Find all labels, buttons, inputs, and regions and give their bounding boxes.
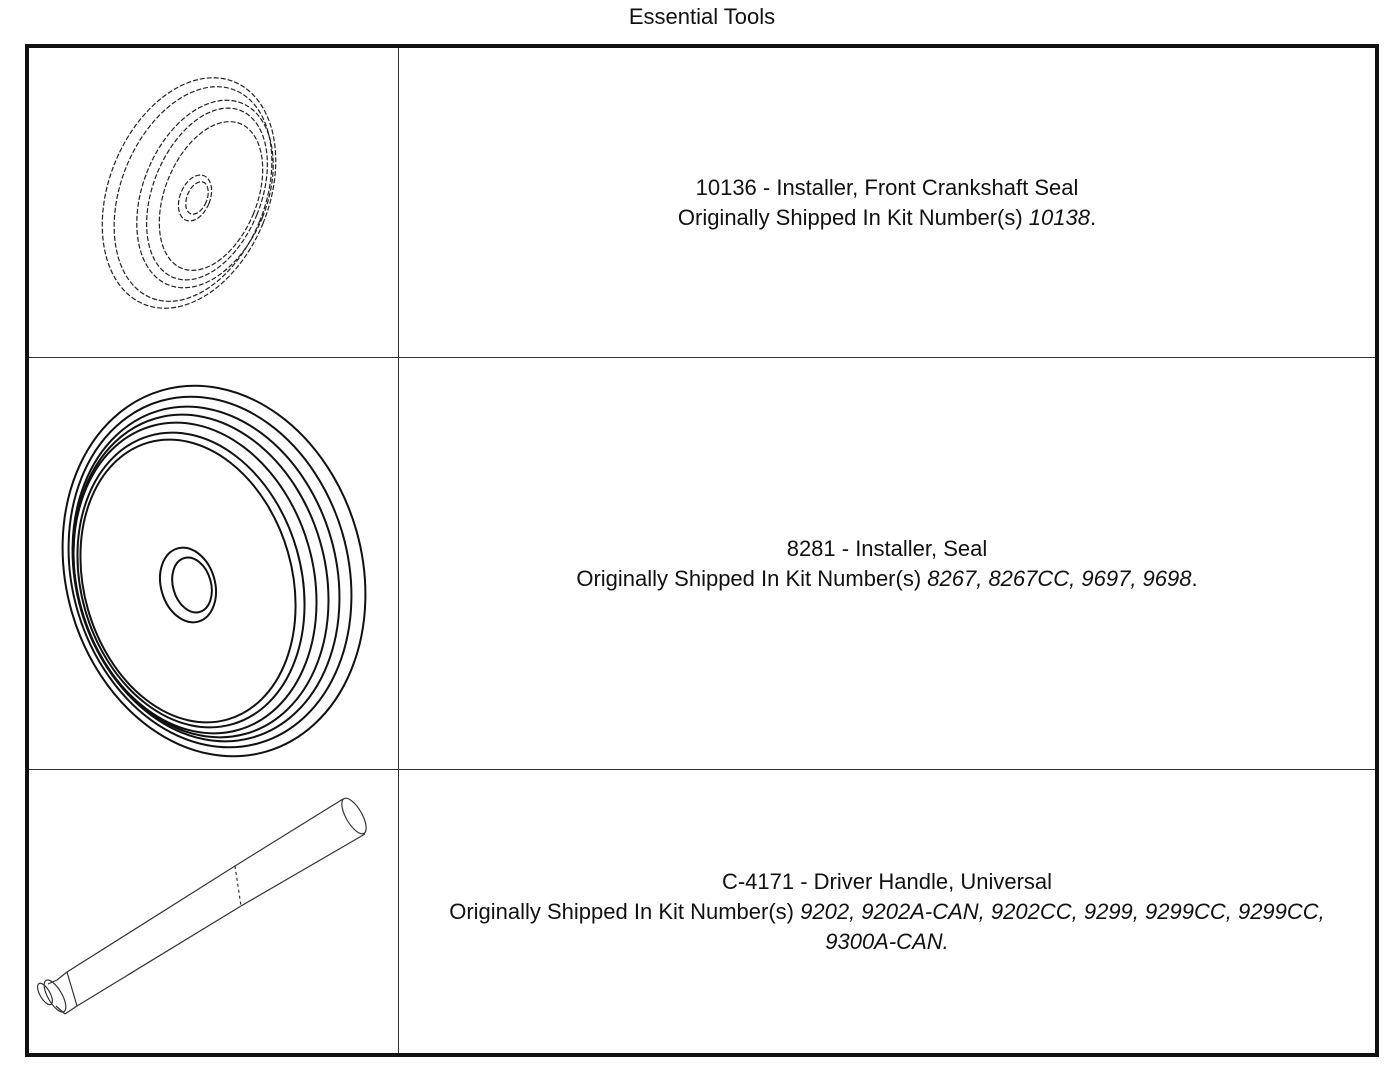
tool-row-c4171 — [29, 770, 1375, 1053]
tool-description — [399, 358, 1375, 769]
tool-image-cell — [29, 770, 399, 1053]
tool-description — [399, 48, 1375, 357]
kit-numbers: 10138 — [1028, 204, 1090, 230]
driver-handle-icon — [29, 770, 399, 1053]
tool-heading: 8281 - Installer, Seal — [786, 535, 988, 561]
tool-heading: 10136 - Installer, Front Crankshaft Seal — [695, 174, 1079, 200]
kit-prefix: Originally Shipped In Kit Number(s) — [576, 565, 928, 591]
tool-row-8281 — [29, 358, 1375, 770]
kit-suffix: . — [1191, 565, 1198, 591]
seal-installer-icon — [29, 358, 399, 770]
tool-kit-line — [678, 203, 1096, 233]
kit-suffix: . — [942, 928, 949, 954]
tool-image-cell — [29, 48, 399, 357]
kit-prefix: Originally Shipped In Kit Number(s) — [677, 204, 1029, 230]
tool-kit-line — [576, 564, 1197, 594]
kit-prefix: Originally Shipped In Kit Number(s) — [449, 898, 801, 924]
kit-suffix: . — [1089, 204, 1097, 230]
kit-numbers: 8267, 8267CC, 9697, 9698 — [927, 565, 1192, 591]
tool-description — [399, 770, 1375, 1053]
tool-heading: C-4171 - Driver Handle, Universal — [721, 868, 1053, 894]
tool-image-cell — [29, 358, 399, 769]
page-title: Essential Tools — [628, 4, 776, 29]
kit-numbers: 9202, 9202A-CAN, 9202CC, 9299, 9299CC, 9299CC, 9300A-CAN — [800, 898, 1325, 954]
crankshaft-seal-installer-icon — [29, 48, 399, 358]
tool-kit-line — [399, 897, 1375, 957]
tool-row-10136 — [29, 48, 1375, 358]
essential-tools-table — [25, 44, 1379, 1057]
